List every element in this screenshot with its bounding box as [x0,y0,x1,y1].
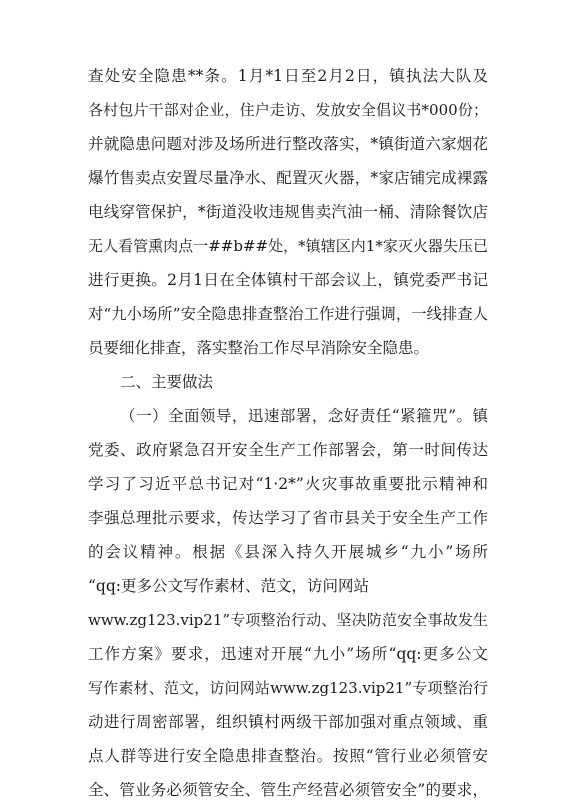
text-line-20: 动进行周密部署，组织镇村两级干部加强对重点领域、重 [88,713,488,731]
text-line-12: 党委、政府紧急召开安全生产工作部署会，第一时间传达 [88,441,488,459]
text-line-2: 各村包片干部对企业，住户走访、发放安全倡议书*000份； [88,101,488,119]
text-line-15: 的会议精神。根据《县深入持久开展城乡“九小”场所 [88,543,488,561]
text-line-6: 无人看管熏肉点一##b##处，*镇辖区内1*家灭火器失压已 [88,237,488,255]
text-line-18: 工作方案》要求，迅速对开展“九小”场所“qq:更多公文 [88,645,488,663]
text-line-16: “qq:更多公文写作素材、范文，访问网站 [88,577,369,595]
section-heading: 二、主要做法 [120,373,214,391]
text-line-17: www.zg123.vip21”专项整治行动、坚决防范安全事故发生 [88,611,488,629]
text-line-14: 李强总理批示要求，传达学习了省市县关于安全生产工作 [88,509,488,527]
text-line-1: 查处安全隐患**条。1月*1日至2月2日，镇执法大队及 [88,67,488,85]
text-line-8: 对“九小场所”安全隐患排查整治工作进行强调，一线排查人 [88,305,488,323]
text-line-19: 写作素材、范文，访问网站www.zg123.vip21”专项整治行 [88,679,488,697]
text-line-4: 爆竹售卖点安置尽量净水、配置灭火器，*家店铺完成裸露 [88,169,488,187]
text-line-11: （一）全面领导，迅速部署，念好责任“紧箍咒”。镇 [120,407,488,425]
text-line-22: 全、管业务必须管安全、管生产经营必须管安全”的要求， [88,781,488,799]
text-line-9: 员要细化排查，落实整治工作尽早消除安全隐患。 [88,339,430,357]
text-line-21: 点人群等进行安全隐患排查整治。按照“管行业必须管安 [88,747,488,765]
text-line-7: 进行更换。2月1日在全体镇村干部会议上，镇党委严书记 [88,271,488,289]
text-line-3: 并就隐患问题对涉及场所进行整改落实，*镇街道六家烟花 [88,135,488,153]
text-line-13: 学习了习近平总书记对“1·2*”火灾事故重要批示精神和 [88,475,488,493]
text-line-5: 电线穿管保护，*街道没收违规售卖汽油一桶、清除餐饮店 [88,203,488,221]
